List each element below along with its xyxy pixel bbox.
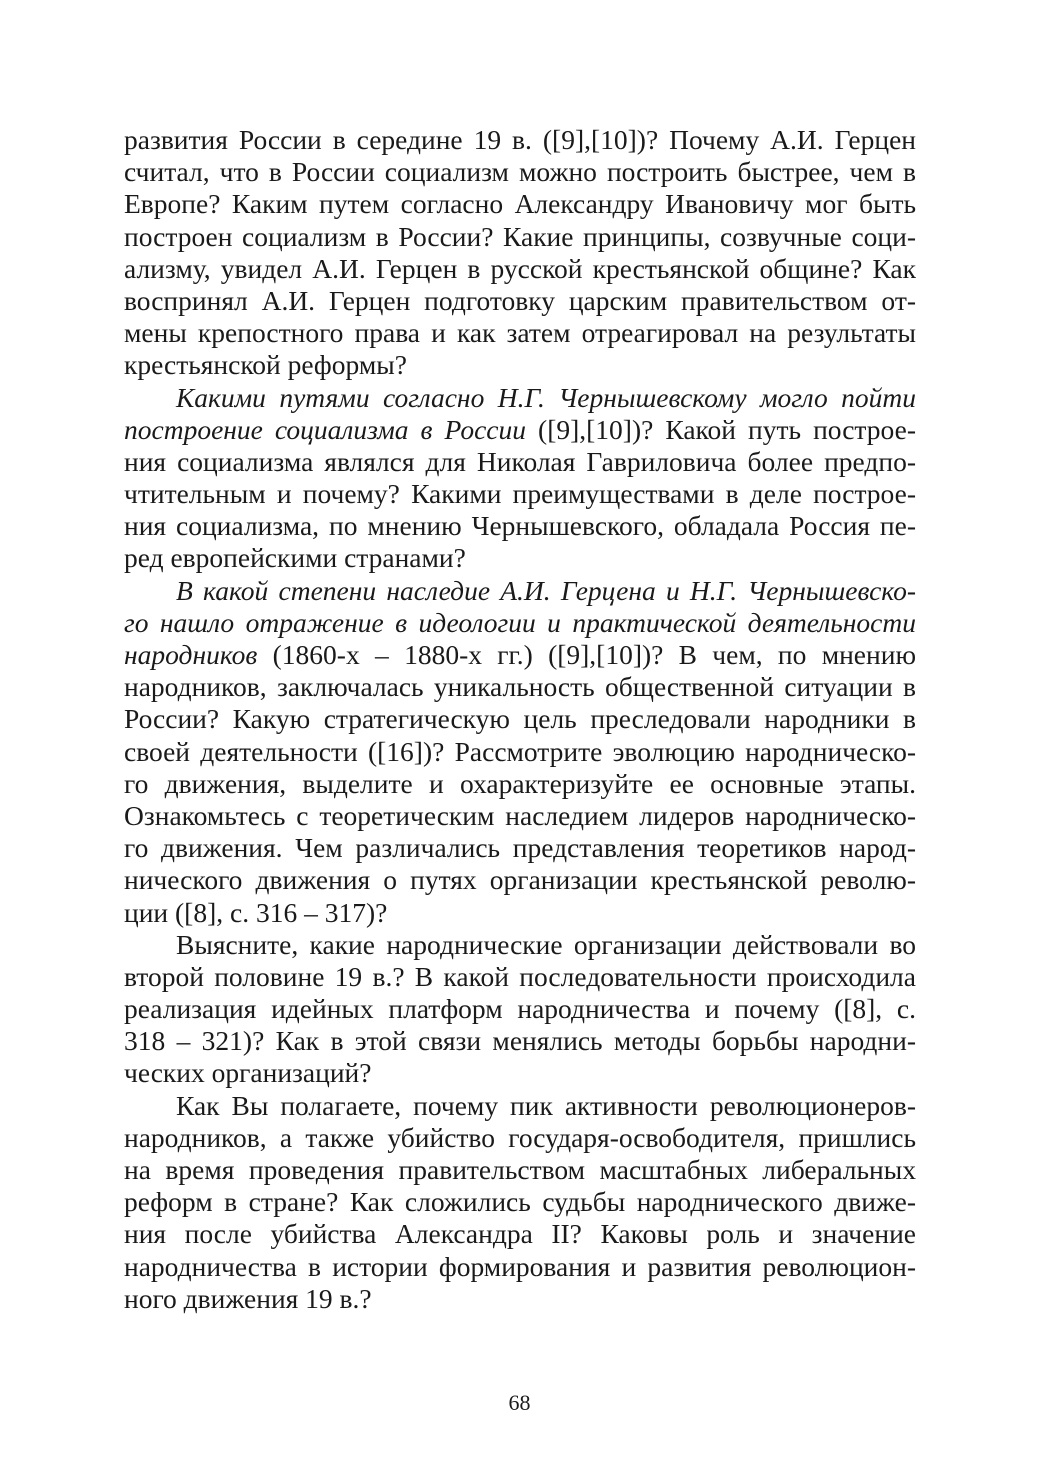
text-line	[124, 929, 916, 961]
text-line	[124, 542, 916, 574]
text-line	[124, 832, 916, 864]
italic-question-text: В какой степени наследие А.И. Герцена и Н.Г. Чернышевско-	[176, 574, 916, 606]
text-segment: Европе? Каким путем согласно Александру Ивановичу мог быть	[124, 188, 916, 220]
text-segment: Как Вы полагаете, почему пик активности революционеров-	[176, 1089, 916, 1121]
text-segment: ного движения 19 в.?	[124, 1282, 372, 1314]
text-line	[124, 800, 916, 832]
text-segment: считал, что в России социализм можно построить быстрее, чем в	[124, 156, 916, 188]
text-line	[124, 446, 916, 478]
text-segment: народников, заключалась уникальность общественной ситуации в	[124, 671, 916, 703]
text-line	[124, 864, 916, 896]
text-segment: воспринял А.И. Герцен подготовку царским правительством от-	[124, 284, 916, 316]
text-line	[124, 253, 916, 285]
text-line	[124, 1251, 916, 1283]
text-line	[124, 156, 916, 188]
text-segment: ред европейскими странами?	[124, 542, 466, 574]
text-line	[124, 1025, 916, 1057]
page-number: 68	[508, 1390, 531, 1415]
text-segment: реформ в стране? Как сложились судьбы народнического движе-	[124, 1186, 916, 1218]
text-segment: ализму, увидел А.И. Герцен в русской крестьянской общине? Как	[124, 252, 916, 284]
italic-question-text: го нашло отражение в идеологии и практической деятельности	[124, 606, 916, 638]
text-segment: ния социализма, по мнению Чернышевского, обладала Россия пе-	[124, 510, 916, 542]
text-segment: крестьянской реформы?	[124, 349, 407, 381]
text-line	[124, 478, 916, 510]
text-line	[124, 285, 916, 317]
text-segment: второй половине 19 в.? В какой последовательности происходила	[124, 960, 916, 992]
text-line	[124, 1283, 916, 1315]
text-segment: построен социализм в России? Какие принципы, созвучные соци-	[124, 220, 916, 252]
text-line	[124, 736, 916, 768]
text-line	[124, 414, 916, 446]
text-segment: ции ([8], с. 316 – 317)?	[124, 896, 388, 928]
text-segment: ния после убийства Александра II? Каковы роль и значение	[124, 1218, 916, 1250]
text-segment: го движения. Чем различались представления теоретиков народ-	[124, 832, 916, 864]
page-body	[124, 124, 916, 1315]
text-segment: реализация идейных платформ народничества и почему ([8], с.	[124, 993, 916, 1025]
text-line	[124, 993, 916, 1025]
text-line	[124, 639, 916, 671]
italic-question-text: народников	[124, 639, 258, 670]
text-line	[124, 768, 916, 800]
text-line	[124, 221, 916, 253]
text-line	[124, 607, 916, 639]
text-line	[124, 1090, 916, 1122]
text-segment: (1860-х – 1880-х гг.) ([9],[10])? В чем, по мнению	[257, 639, 916, 670]
text-line	[124, 1122, 916, 1154]
text-line	[124, 317, 916, 349]
text-line	[124, 1057, 916, 1089]
text-line	[124, 510, 916, 542]
text-line	[124, 1218, 916, 1250]
text-segment: на время проведения правительством масштабных либеральных	[124, 1154, 916, 1185]
italic-question-text: построение социализма в России	[124, 413, 526, 445]
text-line	[124, 1154, 916, 1186]
text-line	[124, 897, 916, 929]
text-segment: 318 – 321)? Как в этой связи менялись методы борьбы народни-	[124, 1025, 916, 1057]
text-line	[124, 1186, 916, 1218]
text-segment: Ознакомьтесь с теоретическим наследием лидеров народническо-	[124, 799, 916, 831]
text-segment: развития России в середине 19 в. ([9],[10])? Почему А.И. Герцен	[124, 124, 916, 155]
text-segment: ния социализма являлся для Николая Гавриловича более предпо-	[124, 445, 916, 477]
text-segment: народничества в истории формирования и развития революцион-	[124, 1250, 916, 1282]
text-segment: Выясните, какие народнические организации действовали во	[176, 928, 916, 960]
text-line	[124, 349, 916, 381]
text-line	[124, 671, 916, 703]
text-line	[124, 703, 916, 735]
text-line	[124, 188, 916, 220]
text-segment: чтительным и почему? Какими преимуществами в деле построе-	[124, 478, 916, 510]
text-segment: народников, а также убийство государя-освободителя, пришлись	[124, 1121, 916, 1153]
text-line	[124, 575, 916, 607]
text-line	[124, 382, 916, 414]
text-segment: своей деятельности ([16])? Рассмотрите эволюцию народническо-	[124, 735, 916, 767]
text-segment: России? Какую стратегическую цель преследовали народники в	[124, 703, 916, 735]
italic-question-text: Какими путями согласно Н.Г. Чернышевскому могло пойти	[176, 381, 916, 413]
text-segment: ([9],[10])? Какой путь построе-	[526, 413, 916, 445]
text-segment: го движения, выделите и охарактеризуйте ее основные этапы.	[124, 767, 916, 799]
text-segment: ческих организаций?	[124, 1057, 372, 1089]
text-segment: нического движения о путях организации крестьянской револю-	[124, 864, 916, 896]
text-segment: мены крепостного права и как затем отреагировал на результаты	[124, 317, 916, 349]
text-line	[124, 124, 916, 156]
text-line	[124, 961, 916, 993]
